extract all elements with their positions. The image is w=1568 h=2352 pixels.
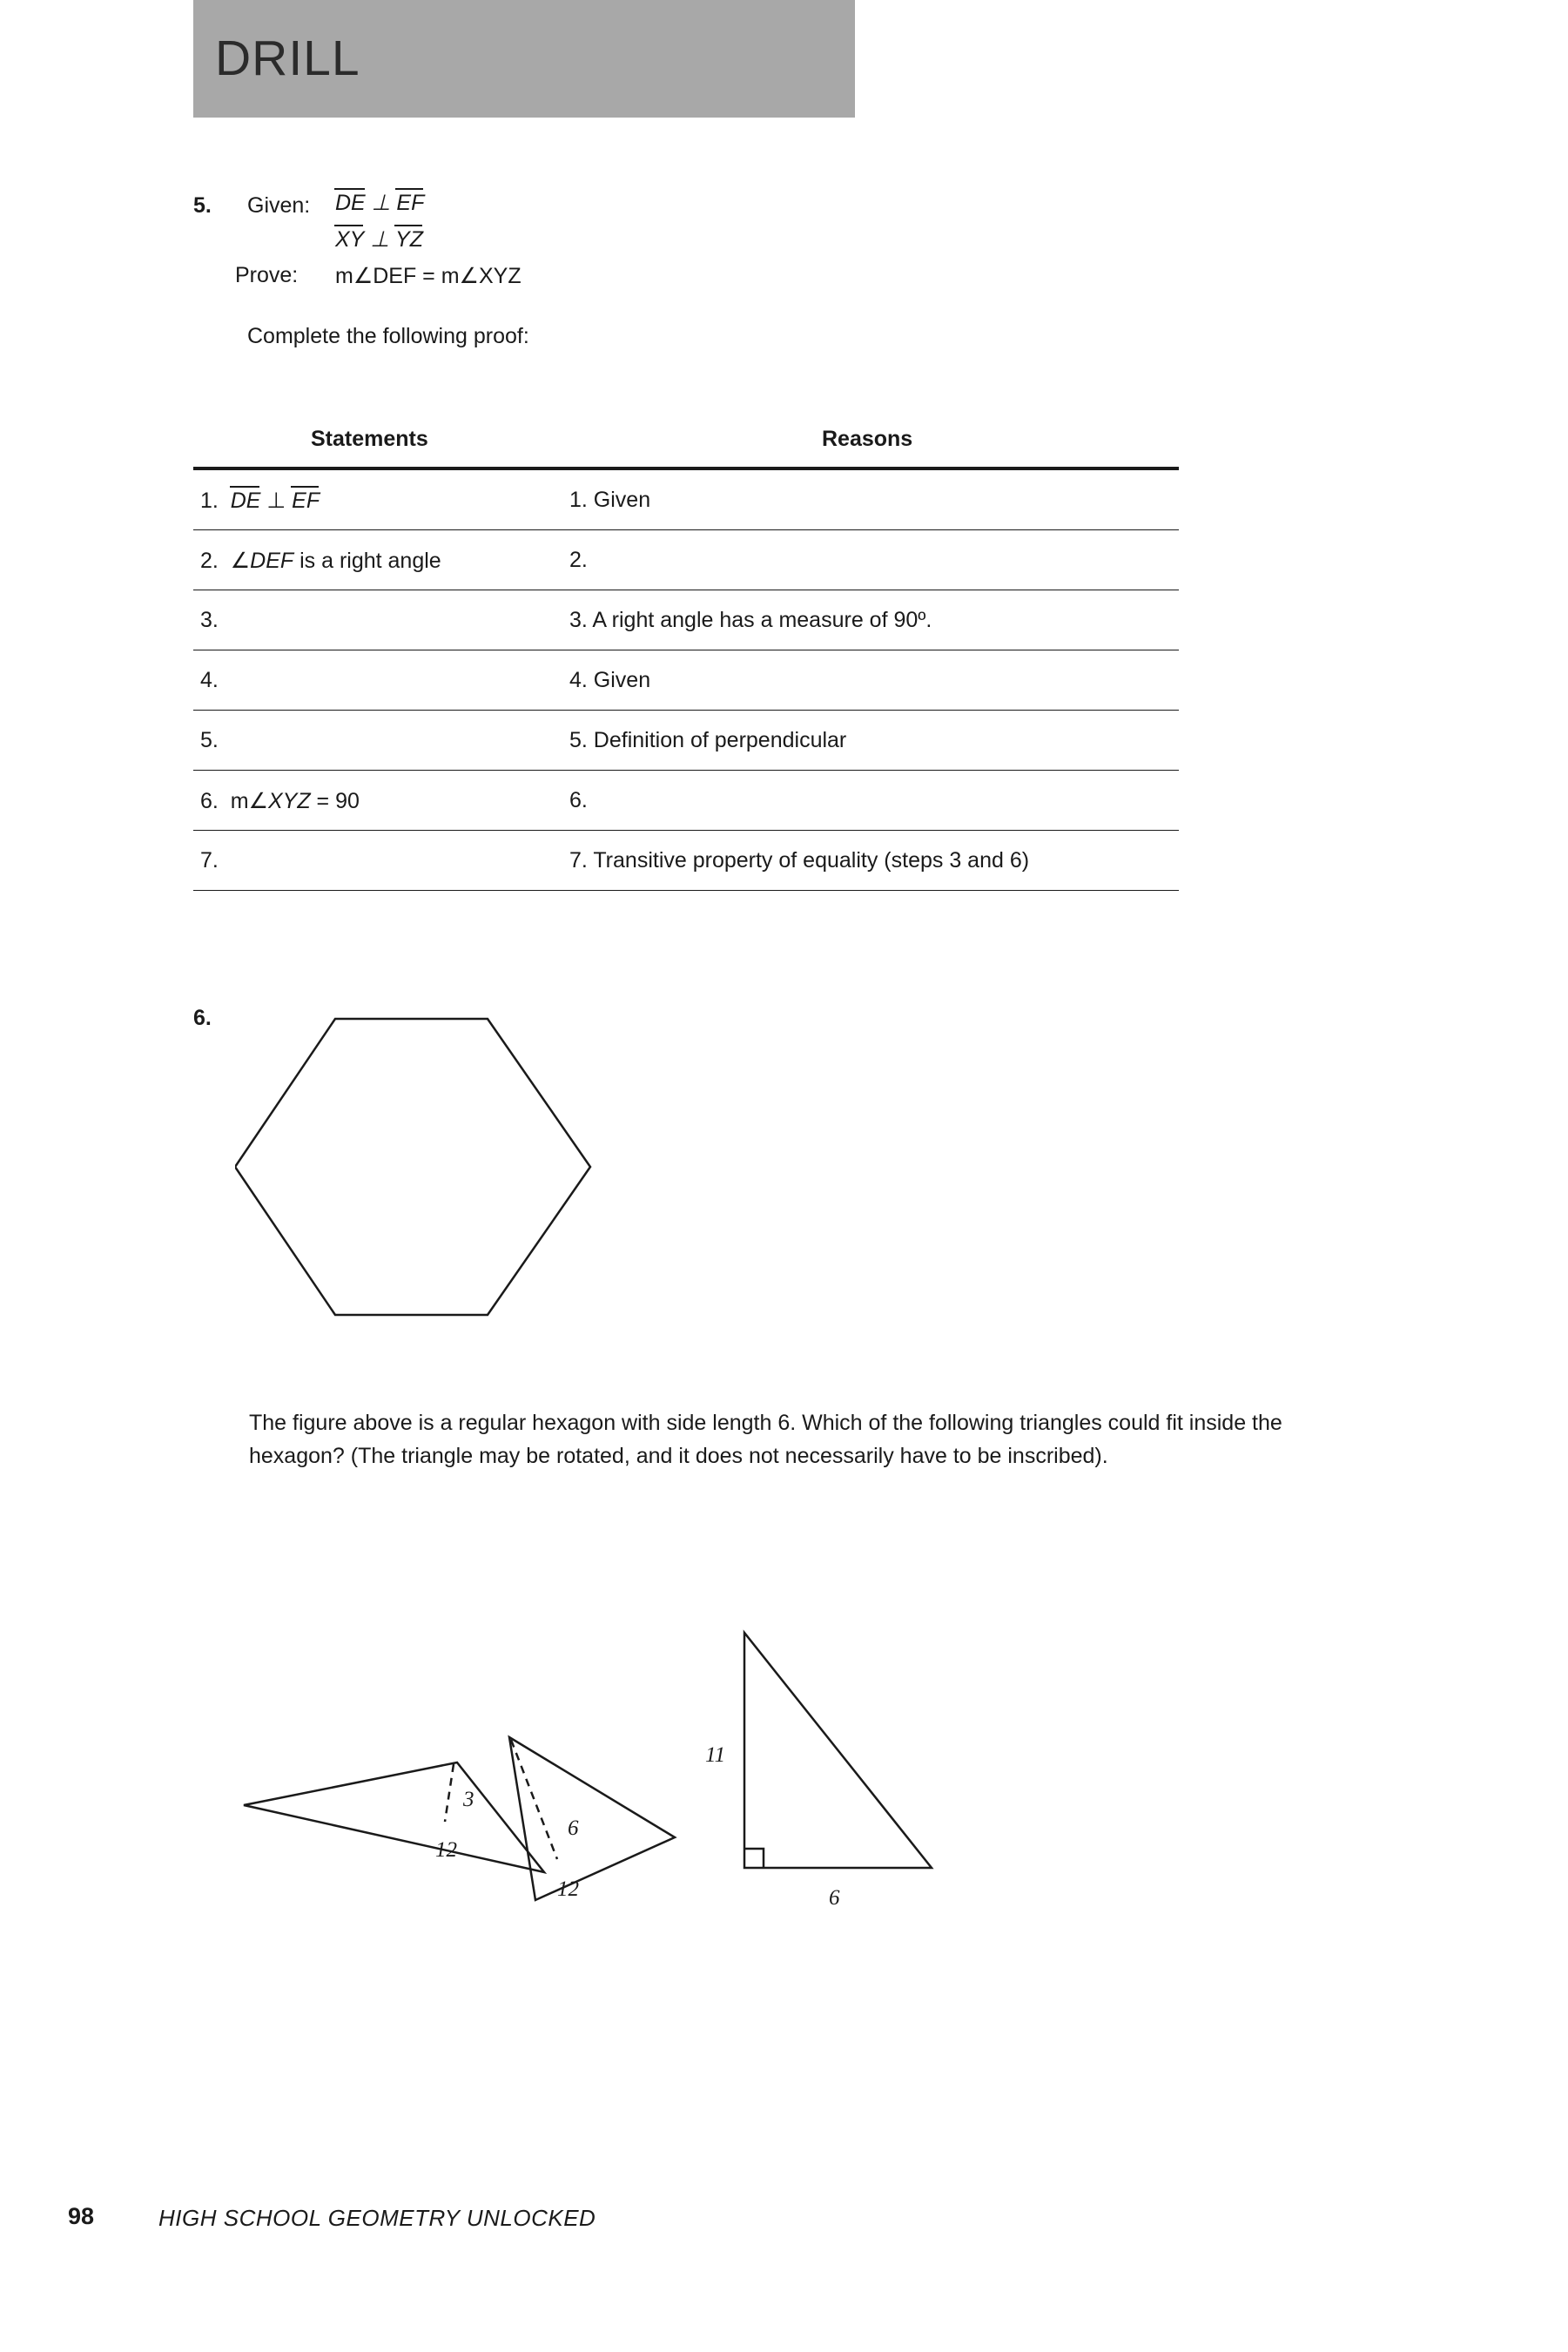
reason-cell: 2. — [569, 548, 588, 572]
triangle-b — [509, 1737, 675, 1901]
statement-cell: 5. — [200, 728, 219, 752]
problem-5-number: 5. — [193, 193, 212, 218]
statement-cell: 6. m∠XYZ = 90 — [200, 789, 360, 813]
proof-table-header — [193, 427, 1179, 467]
segment-de: DE — [335, 191, 366, 215]
triangle-a — [244, 1762, 544, 1872]
prove-label: Prove: — [235, 263, 299, 287]
given-label: Given: — [247, 193, 311, 218]
segment-ef: EF — [396, 191, 425, 215]
reason-cell: 5. Definition of perpendicular — [569, 728, 847, 752]
hexagon-figure — [235, 993, 618, 1341]
triangle-b-base-label: 12 — [557, 1877, 579, 1901]
perp-symbol-2: ⊥ — [370, 227, 390, 252]
problem-6-question: The figure above is a regular hexagon with side length 6. Which of the following triangles could fit inside the hexagon? (The triangle may be rotated, and it does not necessarily have to be inscribed). — [249, 1411, 1282, 1468]
proof-instruction: Complete the following proof: — [247, 324, 529, 348]
triangle-a-base-label: 12 — [435, 1838, 457, 1862]
table-row — [193, 831, 1179, 891]
prove-statement: m∠DEF = m∠XYZ — [335, 264, 522, 288]
table-row — [193, 470, 1179, 530]
reason-cell: 7. Transitive property of equality (steps 3 and 6) — [569, 848, 1030, 873]
triangles-svg — [209, 1515, 1341, 2003]
statement-cell: 7. — [200, 848, 219, 873]
statement-cell: 3. — [200, 608, 219, 632]
statement-cell: 4. — [200, 668, 219, 692]
segment-yz: YZ — [395, 227, 423, 252]
triangle-b-height-label: 6 — [568, 1816, 579, 1840]
triangle-a-height-label: 3 — [463, 1788, 474, 1811]
table-row — [193, 650, 1179, 711]
triangle-c-base-label: 6 — [829, 1886, 840, 1910]
given-line-2 — [335, 226, 423, 253]
drill-banner — [193, 0, 855, 118]
proof-table — [193, 427, 1179, 891]
triangle-c — [705, 1633, 932, 1910]
statement-cell: 2. ∠DEF is a right angle — [200, 549, 441, 573]
drill-title: DRILL — [215, 30, 360, 86]
page-number: 98 — [68, 2203, 95, 2229]
table-row — [193, 530, 1179, 590]
segment-xy: XY — [335, 227, 365, 252]
triangle-c-height-label: 11 — [705, 1743, 726, 1767]
table-row — [193, 771, 1179, 831]
reason-cell: 4. Given — [569, 668, 651, 692]
reason-cell: 3. A right angle has a measure of 90º. — [569, 608, 932, 632]
table-row — [193, 711, 1179, 771]
perp-symbol-1: ⊥ — [371, 191, 391, 215]
regular-hexagon-icon — [235, 993, 618, 1341]
problem-6-number: 6. — [193, 1006, 212, 1030]
column-header-statements: Statements — [311, 427, 428, 451]
book-title: HIGH SCHOOL GEOMETRY UNLOCKED — [158, 2205, 596, 2231]
reason-cell: 6. — [569, 788, 588, 812]
table-row — [193, 590, 1179, 650]
column-header-reasons: Reasons — [822, 427, 913, 451]
given-line-1 — [335, 190, 424, 216]
reason-cell: 1. Given — [569, 488, 651, 512]
statement-cell: 1. DE ⊥ EF — [200, 489, 320, 513]
answer-triangles-figure — [209, 1515, 1341, 2003]
